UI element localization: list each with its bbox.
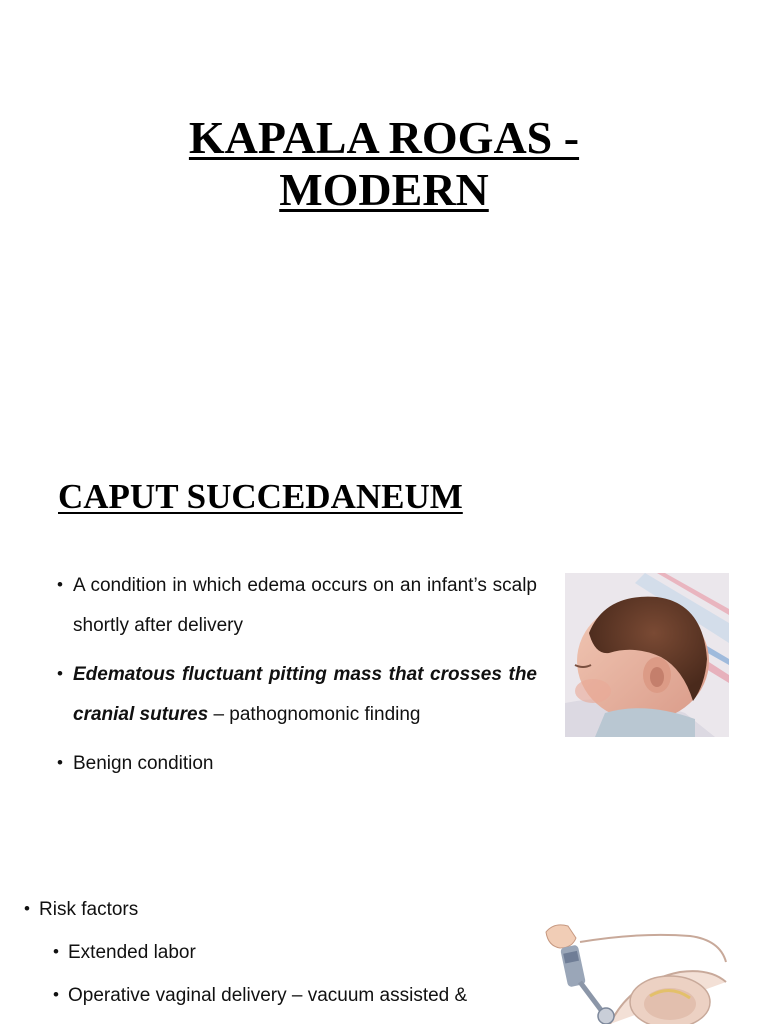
- bullet-item: [57, 655, 537, 735]
- newborn-head-photo: [565, 573, 729, 737]
- slide-title: [0, 112, 768, 216]
- slide-title-line-2: MODERN: [279, 164, 489, 215]
- section-heading: CAPUT SUCCEDANEUM: [58, 477, 463, 516]
- risk-item: • Operative vaginal delivery – vacuum assisted &: [53, 982, 524, 1010]
- bullet-item: [57, 744, 537, 784]
- bullet-text: A condition in which edema occurs on an infant’s scalp shortly after delivery: [73, 575, 537, 636]
- risk-factors-list: [24, 896, 524, 1024]
- vacuum-extractor-illustration: [540, 922, 728, 1024]
- slide-title-line-1: KAPALA ROGAS -: [188, 112, 580, 163]
- bullet-text: Benign condition: [73, 753, 214, 774]
- caput-bullet-list: [57, 566, 537, 793]
- bullet-item: [57, 566, 537, 646]
- risk-item: • Extended labor: [53, 939, 524, 967]
- risk-heading: • Risk factors: [24, 896, 524, 924]
- newborn-head-icon: [565, 573, 729, 737]
- bullet-emphasis-text: Edematous fluctuant pitting mass that crosses the cranial sutures: [73, 664, 537, 725]
- vacuum-extractor-icon: [540, 922, 728, 1024]
- bullet-text: – pathognomonic finding: [208, 704, 421, 725]
